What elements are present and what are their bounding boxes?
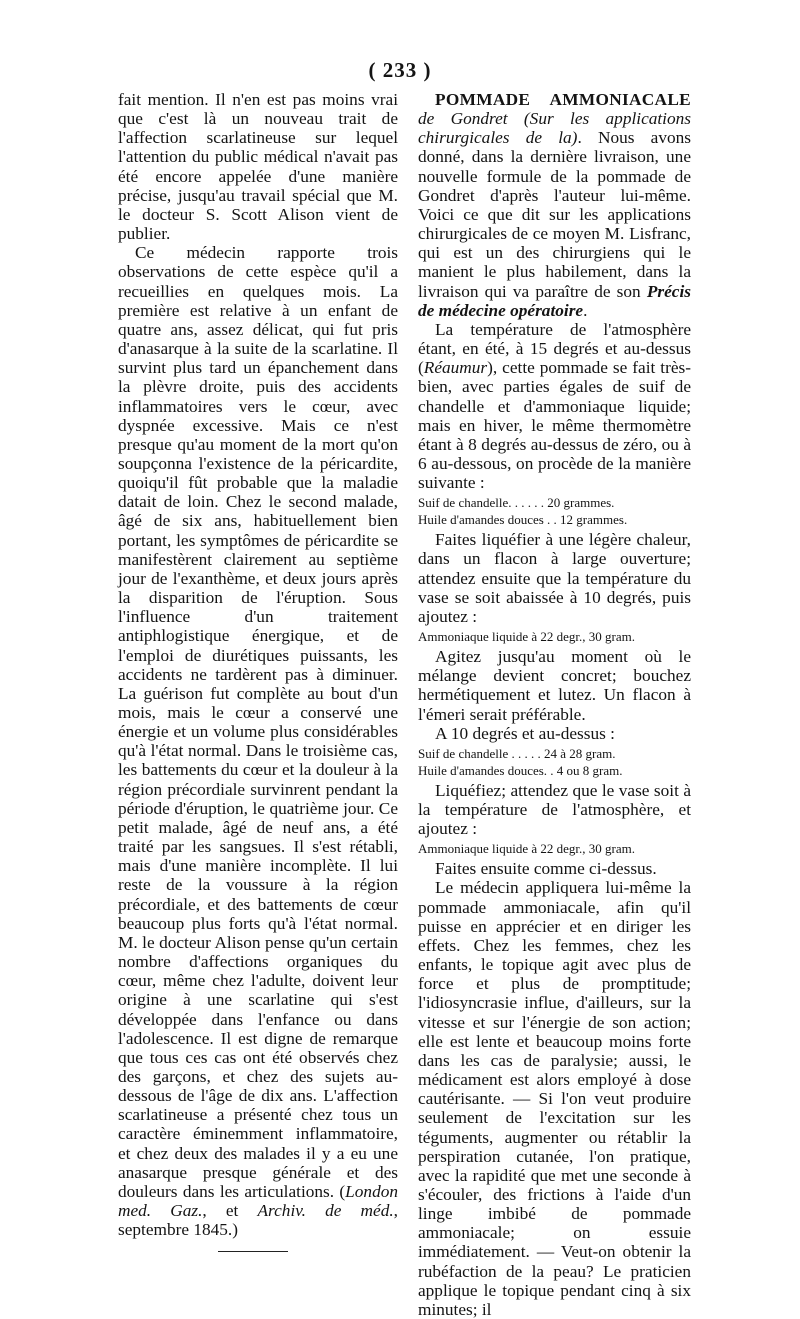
journal-ref: Archiv. de méd. — [257, 1201, 394, 1221]
paragraph: Faites liquéfier à une légère chaleur, dans un flacon à large ouverture; attendez ensuite que la température du vase se soit abaissée à 10 degrés, puis ajoutez : — [418, 530, 691, 626]
paragraph — [118, 243, 398, 1239]
recipe-line: Huile d'amandes douces. . 4 ou 8 gram. — [418, 762, 623, 778]
paragraph: Faites ensuite comme ci-dessus. — [435, 859, 657, 879]
journal-ref: London med. Gaz. — [118, 1181, 398, 1221]
recipe-block — [418, 745, 691, 779]
recipe-block — [418, 840, 691, 857]
paragraph-text: . Nous avons donné, dans la dernière livraison, une nouvelle formule de la pommade de Gondret d'après l'auteur lui-même. Voici ce que dit sur les applications chirurgicales de ce moyen M. Lisfranc, qui est un des chirurgiens qui le manient le plus habilement, dans la livraison qui va paraître de son — [418, 128, 691, 301]
ref-date: , septembre 1845.) — [118, 1201, 398, 1240]
recipe-block — [418, 628, 691, 645]
paragraph-text: La température de l'atmosphère étant, en été, à 15 degrés et au-dessus ( — [418, 319, 691, 378]
recipe-line: Suif de chandelle. . . . . . 20 grammes. — [418, 495, 615, 511]
paragraph: A 10 degrés et au-dessus : — [435, 723, 615, 743]
paragraph: Liquéfiez; attendez que le vase soit à la température de l'atmosphère, et ajoutez : — [418, 780, 691, 839]
paragraph: Le médecin appliquera lui-même la pommade ammoniacale, afin qu'il puisse en apprécier et en diriger les effets. Chez les femmes, chez les enfants, le topique agit avec plus de force et plus de promptitude; l'idiosyncrasie influe, d'ailleurs, sur la vitesse et sur l'énergie de son action; elle est lente et beaucoup moins forte dans les cas de paralysie; aussi, le médicament est alors employé à dose cautérisante. — Si l'on veut produire seulement de l'excitation sur les téguments, augmenter ou rétablir la perspiration cutanée, l'on pratique, avec la rapidité que met une seconde à s'écouler, des frictions à l'aide d'un linge imbibé de pommade ammoniacale; on essuie immédiatement. — Veut-on obtenir la rubéfaction de la peau? Le praticien applique le topique pendant cinq à six minutes; il — [418, 878, 691, 1319]
paragraph-text: Ce médecin rapporte trois observations de cette espèce qu'il a recueillies en quelques mois. La première est relative à un enfant de quatre ans, assez délicat, qui fut pris d'anasarque à la suite de la scarlatine. Il survint plus tard un épanchement dans la plèvre droite, puis des accidents inflammatoires vers le cœur, avec dyspnée excessive. Mais ce n'est presque qu'au moment de la mort qu'on soupçonna l'existence de la péricardite, quoiqu'il fût probable que la maladie datait de loin. Chez le second malade, âgé de six ans, habituellement bien portant, les symptômes de péricardite se manifestèrent clairement au septième jour de l'exanthème, et deux jours après la disparition de l'éruption. Sous l'influence d'un traitement antiphlogistique énergique, et de l'emploi de diurétiques puissants, les accidents ne tardèrent pas à diminuer. La guérison fut complète au bout d'un mois, mais le cœur a conservé une énergie et un volume plus considérables qu'à l'état normal. Dans le troisième cas, les battements du cœur et la douleur à la région précordiale survinrent pendant la période d'éruption, le quatrième jour. Ce petit malade, âgé de neuf ans, a été traité par les sangsues. Il s'est rétabli, mais d'une manière incomplète. Il lui reste de la voussure à la région précordiale, et des battements de cœur beaucoup plus forts qu'à l'état normal. M. le docteur Alison pense qu'un certain nombre d'affections organiques du cœur, même chez l'adulte, doivent leur origine à une scarlatine qui s'est développée dans l'enfance ou dans l'adolescence. Il est digne de remarque que tous ces cas ont été observés chez des garçons, et chez des sujets au-dessous de l'âge de dix ans. L'affection scarlatineuse a présenté chez tous un caractère éminemment inflammatoire, et chez deux des malades il y a eu une anasarque presque générale et des douleurs dans les articulations. ( — [118, 243, 398, 1201]
paragraph: fait mention. Il n'en est pas moins vrai que c'est là un nouveau trait de l'affection scarlatineuse sur lequel l'attention du public médical n'avait pas été encore appelée d'une manière précise, jusqu'au travail spécial que M. le docteur S. Scott Alison vient de publier. — [118, 90, 398, 244]
section-divider — [218, 1251, 288, 1252]
reaumur: Réaumur — [423, 358, 488, 378]
heading-subtitle: Gondret (Sur les applications chirurgicales de la) — [418, 109, 691, 148]
recipe-line: Ammoniaque liquide à 22 degr., 30 gram. — [418, 841, 635, 857]
left-column — [118, 90, 398, 1252]
article-heading: POMMADE AMMONIACALE — [435, 90, 691, 109]
paragraph — [418, 90, 691, 320]
recipe-line: Huile d'amandes douces . . 12 grammes. — [418, 512, 628, 528]
page-number: ( 233 ) — [368, 58, 432, 82]
book-title: Précis de médecine opératoire — [418, 281, 691, 320]
punctuation: . — [583, 300, 588, 320]
right-column — [418, 90, 691, 1319]
paragraph-text: ), cette pommade se fait très-bien, avec parties égales de suif de chandelle et d'ammoniaque liquide; mais en hiver, le même thermomètre étant à 8 degrés au-dessus de zéro, ou à 6 au-dessous, on procède de la manière suivante : — [418, 358, 691, 493]
paragraph: Agitez jusqu'au moment où le mélange devient concret; bouchez hermétiquement et lutez. Un flacon à l'émeri serait préférable. — [418, 647, 691, 724]
recipe-block — [418, 494, 691, 528]
heading-de: de — [418, 109, 451, 129]
ref-connector: , et — [202, 1201, 258, 1221]
recipe-line: Suif de chandelle . . . . . 24 à 28 gram. — [418, 745, 616, 761]
paragraph — [418, 320, 691, 492]
recipe-line: Ammoniaque liquide à 22 degr., 30 gram. — [418, 629, 635, 645]
